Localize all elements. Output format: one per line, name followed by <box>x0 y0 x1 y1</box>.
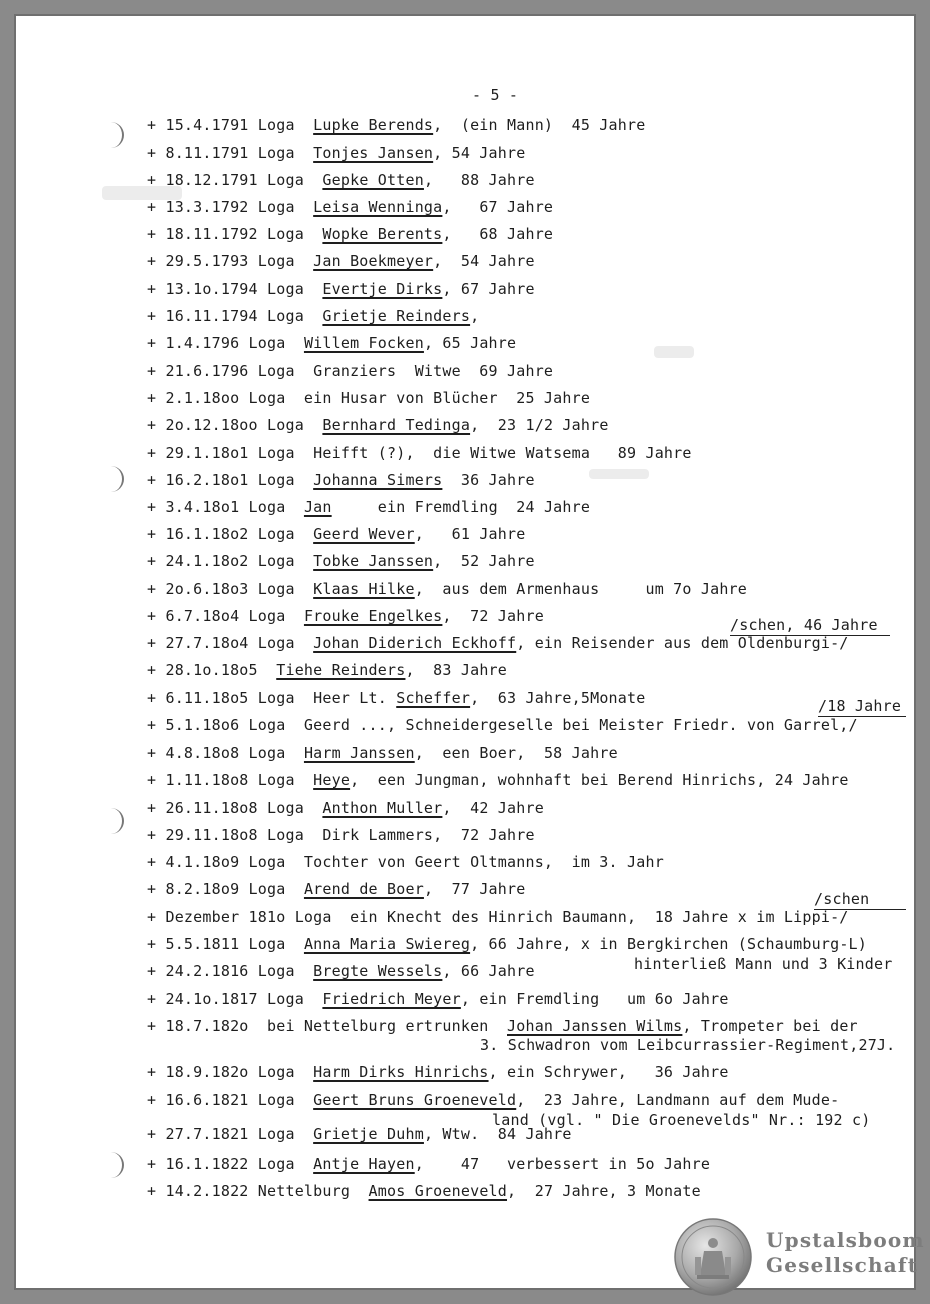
register-entry <box>147 934 867 954</box>
entry-details: , ein Schrywer, 36 Jahre <box>488 1063 729 1081</box>
register-entry <box>147 660 507 680</box>
person-name: Harm Janssen <box>303 744 415 762</box>
entry-text: + 5.1.18o6 Loga Geerd ..., Schneidergeselle bei Meister Friedr. von Garrel,/ <box>147 716 858 734</box>
person-name: Gepke Otten <box>322 171 424 189</box>
person-name: Arend de Boer <box>303 880 424 898</box>
register-entry <box>147 989 729 1009</box>
person-name: Lupke Berends <box>313 116 434 134</box>
person-name: Anna Maria Swiereg <box>303 935 471 953</box>
society-seal-logo <box>673 1217 753 1297</box>
entry-text: + Dezember 181o Loga ein Knecht des Hinrich Baumann, 18 Jahre x im Lippi-/ <box>147 908 849 926</box>
entry-details: , 66 Jahre, x in Bergkirchen (Schaumburg-L) <box>470 935 868 953</box>
register-entry <box>147 1016 858 1036</box>
register-entry <box>147 333 516 353</box>
entry-text: + 27.7.18o4 Loga <box>147 634 314 652</box>
register-entry <box>147 743 618 763</box>
person-name: Bernhard Tedinga <box>322 416 471 434</box>
margin-note: /18 Jahre <box>818 696 906 717</box>
punch-hole-mark <box>100 808 124 834</box>
brand-line-1: Upstalsboom <box>766 1228 925 1252</box>
person-name: Anthon Muller <box>322 799 443 817</box>
entry-text: + 14.2.1822 Nettelburg <box>147 1182 369 1200</box>
entry-text: + 16.1.18o2 Loga <box>147 525 314 543</box>
entry-text: + 16.1.1822 Loga <box>147 1155 314 1173</box>
entry-details: , 23 Jahre, Landmann auf dem Mude- <box>516 1091 840 1109</box>
register-entry <box>147 633 849 653</box>
person-name: Wopke Berents <box>322 225 443 243</box>
entry-text: + 2o.6.18o3 Loga <box>147 580 314 598</box>
society-brand-text <box>766 1228 925 1278</box>
entry-text: + 2o.12.18oo Loga <box>147 416 323 434</box>
register-entry <box>147 388 590 408</box>
register-entry <box>147 497 590 517</box>
register-entry <box>147 715 858 735</box>
entry-text: + 16.11.1794 Loga <box>147 307 323 325</box>
entry-details: , 65 Jahre <box>423 334 517 352</box>
entry-details: , 67 Jahre <box>442 280 535 298</box>
entry-text: + 16.6.1821 Loga <box>147 1091 314 1109</box>
entry-details: ein Fremdling 24 Jahre <box>331 498 591 516</box>
person-name: Jan <box>303 498 332 516</box>
entry-details: , 52 Jahre <box>433 552 535 570</box>
person-name: Antje Hayen <box>313 1155 415 1173</box>
entry-text: + 5.5.1811 Loga <box>147 935 304 953</box>
entry-text: + 13.1o.1794 Loga <box>147 280 323 298</box>
register-entry <box>147 579 747 599</box>
register-entry <box>147 279 535 299</box>
person-name: Bregte Wessels <box>313 962 443 980</box>
register-entry <box>147 1154 710 1174</box>
entry-details: , 77 Jahre <box>423 880 526 898</box>
person-name: Friedrich Meyer <box>322 990 461 1008</box>
person-name: Heye <box>313 771 351 789</box>
person-name: Tiehe Reinders <box>276 661 406 679</box>
page-number: - 5 - <box>472 86 519 104</box>
entry-details: , 72 Jahre <box>442 607 544 625</box>
person-name: Harm Dirks Hinrichs <box>313 1063 489 1081</box>
entry-details: , 54 Jahre <box>433 144 526 162</box>
person-name: Johanna Simers <box>313 471 443 489</box>
continuation-line: land (vgl. " Die Groenevelds" Nr.: 192 c) <box>492 1111 871 1129</box>
entry-text: + 24.1o.1817 Loga <box>147 990 323 1008</box>
register-entry <box>147 770 849 790</box>
register-entry <box>147 170 535 190</box>
person-name: Frouke Engelkes <box>303 607 443 625</box>
entry-text: + 6.7.18o4 Loga <box>147 607 304 625</box>
entry-text: + 29.1.18o1 Loga Heifft (?), die Witwe Watsema 89 Jahre <box>147 444 692 462</box>
entry-text: + 15.4.1791 Loga <box>147 116 314 134</box>
entry-text: + 4.8.18o8 Loga <box>147 744 304 762</box>
register-entry <box>147 798 544 818</box>
person-name: Leisa Wenninga <box>313 198 443 216</box>
entry-text: + 18.12.1791 Loga <box>147 171 323 189</box>
entry-details: , ein Fremdling um 6o Jahre <box>460 990 729 1008</box>
person-name: Johan Janssen Wilms <box>507 1017 683 1035</box>
entry-text: + 4.1.18o9 Loga Tochter von Geert Oltmanns, im 3. Jahr <box>147 853 664 871</box>
person-name: Jan Boekmeyer <box>313 252 434 270</box>
person-name: Grietje Duhm <box>313 1125 424 1143</box>
entry-details: , 83 Jahre <box>405 661 508 679</box>
punch-hole-mark <box>100 1152 124 1178</box>
register-entry <box>147 825 535 845</box>
person-name: Klaas Hilke <box>313 580 415 598</box>
entry-details: , (ein Mann) 45 Jahre <box>433 116 646 134</box>
register-entry <box>147 224 553 244</box>
person-name: Willem Focken <box>303 334 424 352</box>
entry-details: , 47 verbessert in 5o Jahre <box>414 1155 711 1173</box>
entry-text: + 3.4.18o1 Loga <box>147 498 304 516</box>
register-entry <box>147 606 544 626</box>
entry-details: 36 Jahre <box>442 471 535 489</box>
person-name: Tonjes Jansen <box>313 144 434 162</box>
entry-details: , <box>470 307 480 325</box>
person-name: Amos Groeneveld <box>368 1182 508 1200</box>
punch-hole-mark <box>100 466 124 492</box>
entry-details: , 23 1/2 Jahre <box>470 416 609 434</box>
margin-note: /schen <box>814 889 906 910</box>
entry-text: + 26.11.18o8 Loga <box>147 799 323 817</box>
register-entry <box>147 361 553 381</box>
entry-text: + 1.11.18o8 Loga <box>147 771 314 789</box>
register-entry <box>147 524 525 544</box>
entry-text: + 28.1o.18o5 <box>147 661 277 679</box>
entry-details: , 42 Jahre <box>442 799 544 817</box>
entry-details: , een Boer, 58 Jahre <box>414 744 618 762</box>
entry-details: , Trompeter bei der <box>682 1017 858 1035</box>
register-entry <box>147 1090 839 1110</box>
continuation-line: 3. Schwadron vom Leibcurrassier-Regiment,27J. <box>480 1036 896 1054</box>
entry-details: , Wtw. 84 Jahre <box>423 1125 572 1143</box>
person-name: Geerd Wever <box>313 525 415 543</box>
entry-text: + 24.2.1816 Loga <box>147 962 314 980</box>
register-entry <box>147 306 479 326</box>
entry-text: + 18.9.182o Loga <box>147 1063 314 1081</box>
register-entry <box>147 688 645 708</box>
entry-details: , 68 Jahre <box>442 225 554 243</box>
entry-details: , 88 Jahre <box>423 171 535 189</box>
register-entry <box>147 1062 729 1082</box>
entry-text: + 13.3.1792 Loga <box>147 198 314 216</box>
entry-text: + 16.2.18o1 Loga <box>147 471 314 489</box>
register-entry <box>147 115 645 135</box>
entry-text: + 27.7.1821 Loga <box>147 1125 314 1143</box>
person-name: Evertje Dirks <box>322 280 443 298</box>
register-entry <box>147 907 849 927</box>
entry-text: + 24.1.18o2 Loga <box>147 552 314 570</box>
entry-text: + 29.5.1793 Loga <box>147 252 314 270</box>
entry-text: + 2.1.18oo Loga ein Husar von Blücher 25 Jahre <box>147 389 591 407</box>
entry-text: + 8.11.1791 Loga <box>147 144 314 162</box>
entry-text: + 6.11.18o5 Loga Heer Lt. <box>147 689 397 707</box>
margin-note: /schen, 46 Jahre <box>730 615 890 636</box>
entry-details: , 54 Jahre <box>433 252 535 270</box>
brand-line-2: Gesellschaft <box>766 1253 919 1277</box>
person-name: Scheffer <box>396 689 471 707</box>
person-name: Johan Diderich Eckhoff <box>313 634 517 652</box>
register-entry <box>147 961 535 981</box>
person-name: Geert Bruns Groeneveld <box>313 1091 517 1109</box>
entry-details: , 27 Jahre, 3 Monate <box>507 1182 701 1200</box>
register-entry <box>147 415 609 435</box>
entry-text: + 21.6.1796 Loga Granziers Witwe 69 Jahre <box>147 362 554 380</box>
register-entry <box>147 251 535 271</box>
entry-details: , aus dem Armenhaus um 7o Jahre <box>414 580 748 598</box>
register-entry <box>147 879 525 899</box>
entry-text: + 18.7.182o bei Nettelburg ertrunken <box>147 1017 507 1035</box>
entry-text: + 18.11.1792 Loga <box>147 225 323 243</box>
entry-details: , 61 Jahre <box>414 525 526 543</box>
register-entry <box>147 470 535 490</box>
register-entry <box>147 143 525 163</box>
person-name: Tobke Janssen <box>313 552 434 570</box>
register-entry <box>147 197 553 217</box>
register-entry <box>147 443 692 463</box>
person-name: Grietje Reinders <box>322 307 471 325</box>
entry-text: + 8.2.18o9 Loga <box>147 880 304 898</box>
register-entry <box>147 1181 701 1201</box>
entry-text: + 29.11.18o8 Loga Dirk Lammers, 72 Jahre <box>147 826 535 844</box>
register-entry <box>147 852 664 872</box>
register-entry <box>147 551 535 571</box>
entry-details: , een Jungman, wohnhaft bei Berend Hinrichs, 24 Jahre <box>350 771 849 789</box>
continuation-line: hinterließ Mann und 3 Kinder <box>634 955 893 973</box>
entry-details: , 63 Jahre,5Monate <box>470 689 646 707</box>
punch-hole-mark <box>100 122 124 148</box>
entry-details: , ein Reisender aus dem Oldenburgi-/ <box>516 634 849 652</box>
entry-text: + 1.4.1796 Loga <box>147 334 304 352</box>
entry-details: , 66 Jahre <box>442 962 535 980</box>
entry-details: , 67 Jahre <box>442 198 554 216</box>
